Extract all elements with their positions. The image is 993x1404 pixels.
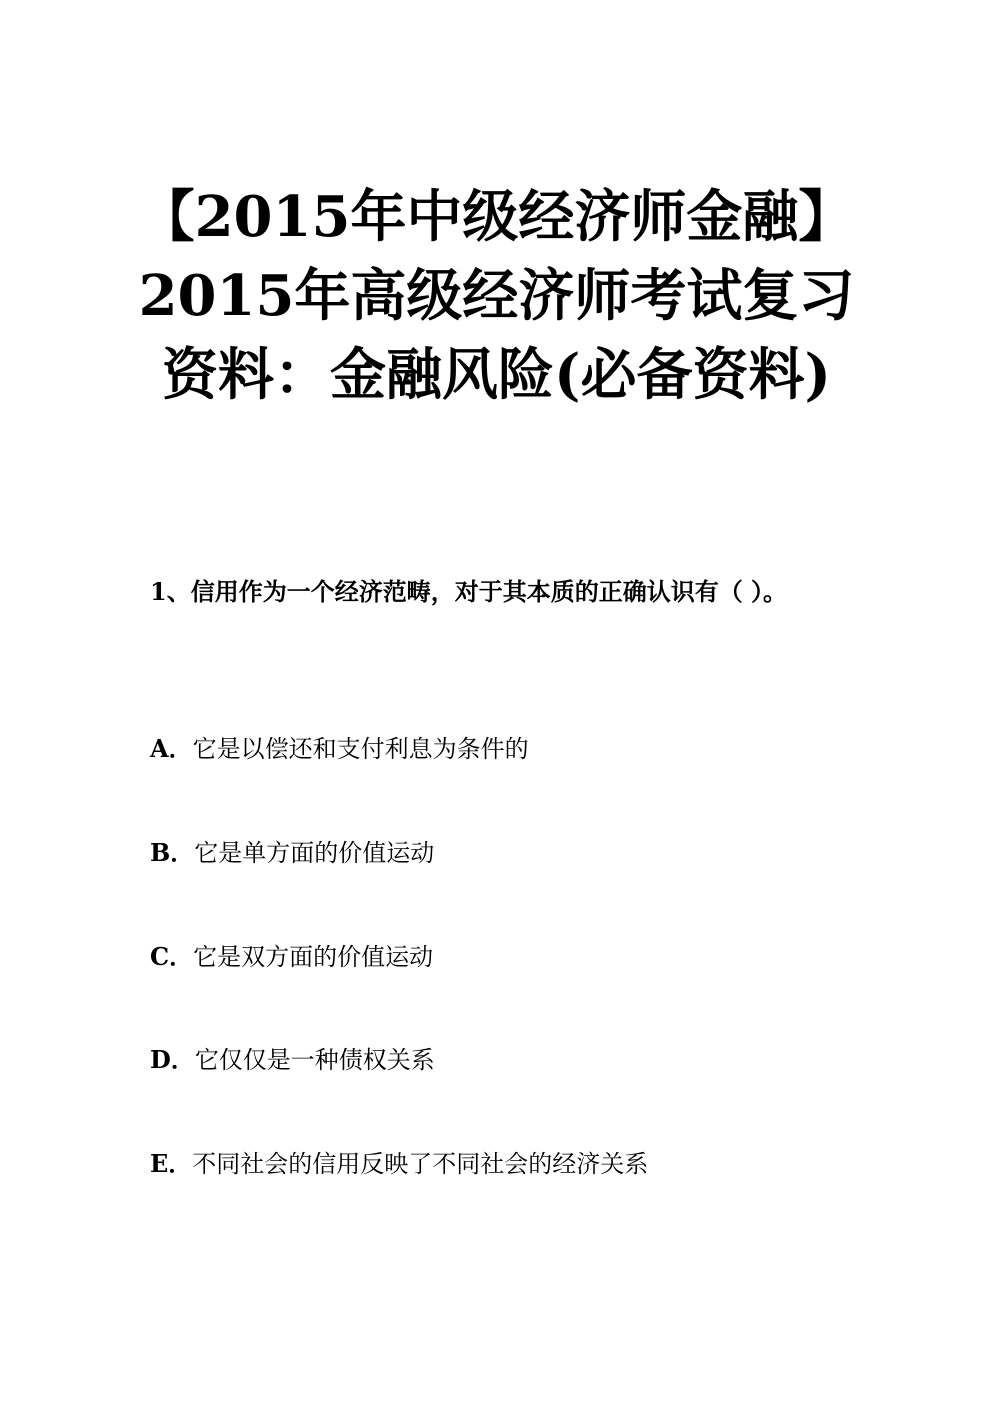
option-letter: E．	[150, 1149, 193, 1178]
option-letter: D．	[150, 1045, 195, 1074]
option-letter: C．	[150, 942, 194, 971]
option-b	[150, 833, 910, 873]
option-text: 它仅仅是一种债权关系	[194, 1046, 435, 1074]
question-text: 1、信用作为一个经济范畴，对于其本质的正确认识有（ ）。	[150, 577, 788, 606]
option-text: 它是双方面的价值运动	[193, 943, 434, 971]
option-c	[150, 937, 910, 977]
option-text: 它是以偿还和支付利息为条件的	[192, 735, 529, 763]
option-letter: A．	[150, 734, 193, 763]
document-title: 【2015年中级经济师金融】2015年高级经济师考试复习资料：金融风险(必备资料)	[138, 184, 855, 408]
option-a	[150, 729, 910, 769]
option-e	[150, 1144, 910, 1184]
option-d	[150, 1040, 910, 1080]
option-text: 它是单方面的价值运动	[194, 839, 435, 867]
option-text: 不同社会的信用反映了不同社会的经济关系	[192, 1150, 649, 1178]
option-letter: B．	[150, 838, 195, 867]
